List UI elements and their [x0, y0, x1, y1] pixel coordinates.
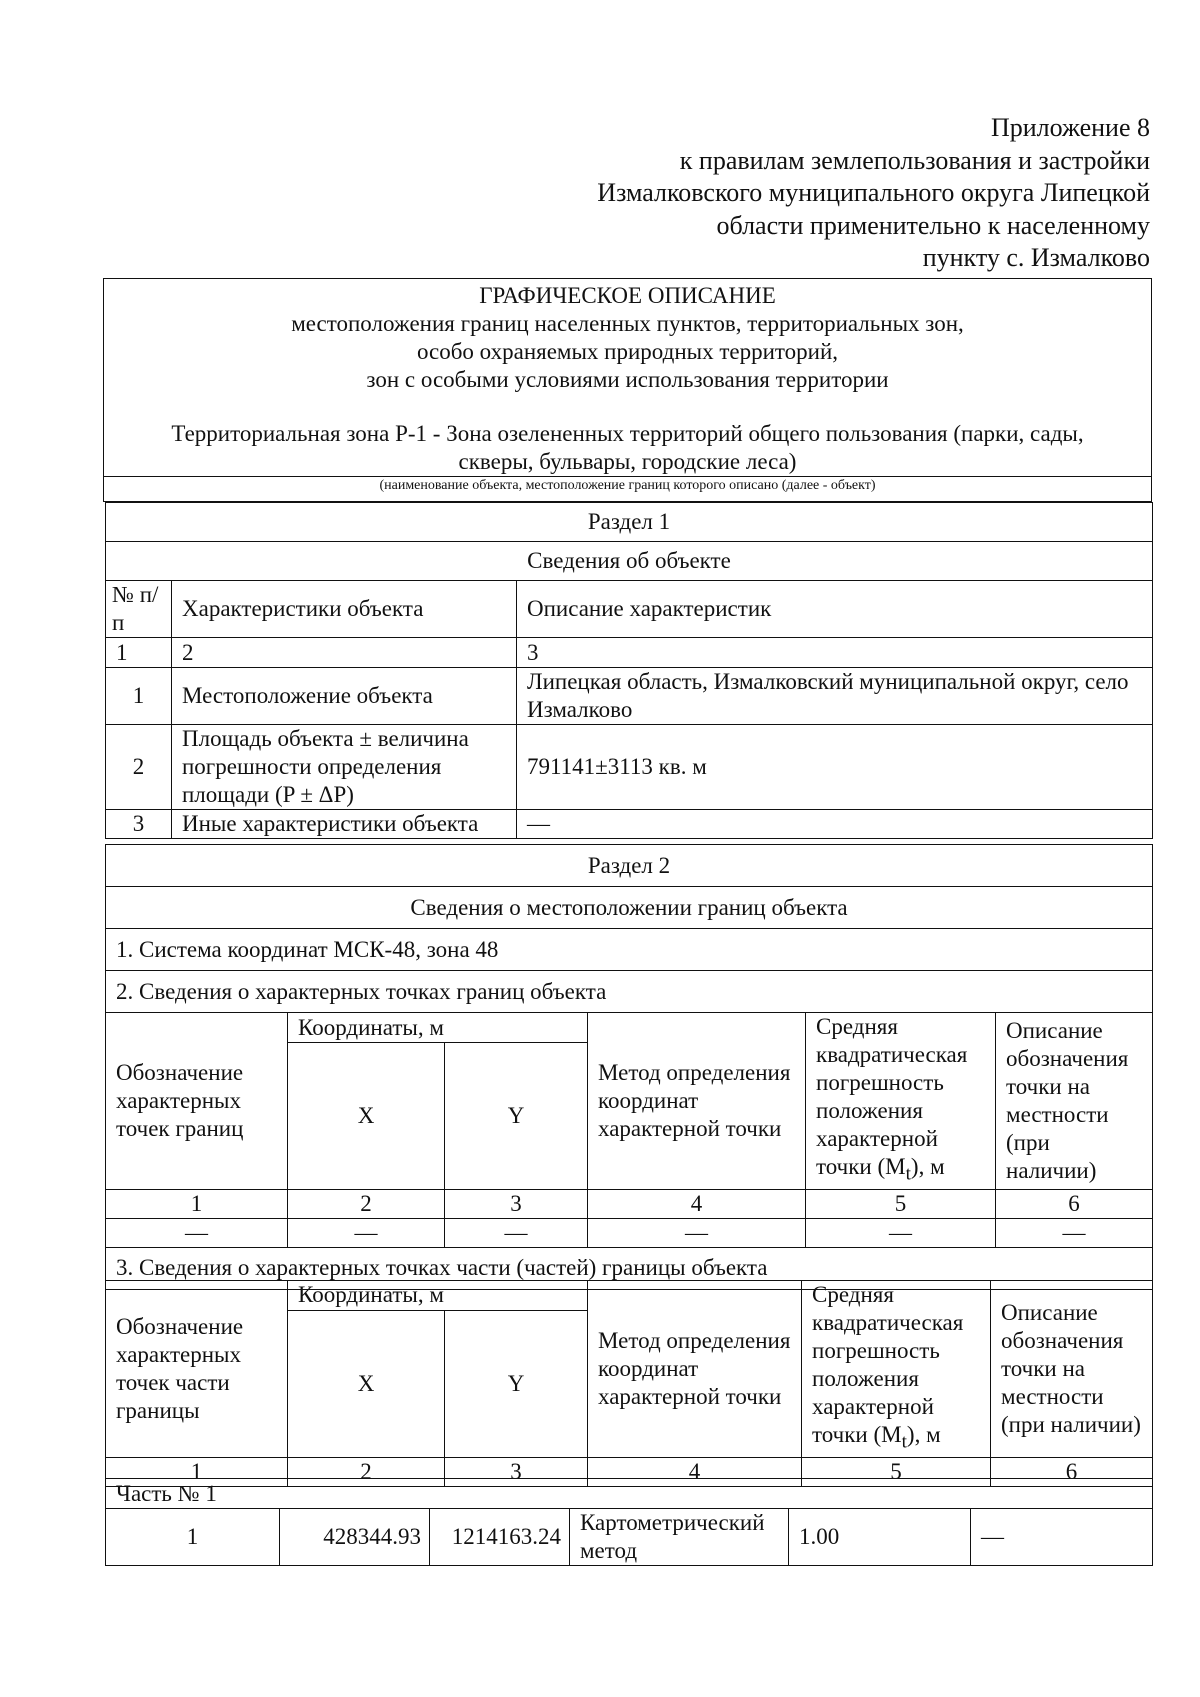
row-desc: Липецкая область, Измалковский муниципальной округ, село Измалково — [517, 668, 1153, 725]
row-num: 2 — [106, 725, 172, 810]
col-error-text: Средняя квадратическая погрешность положения характерной точки (M — [816, 1014, 968, 1179]
part-label: Часть № 1 — [106, 1479, 1153, 1509]
section2-heading-table — [105, 844, 1153, 1013]
points-title: 2. Сведения о характерных точках границ объекта — [106, 971, 1153, 1013]
appendix-line: области применительно к населенному — [716, 210, 1150, 240]
dash-cell: — — [445, 1218, 588, 1247]
index-cell: 3 — [445, 1457, 588, 1486]
points-table — [105, 1012, 1153, 1290]
col-error-sub: t — [901, 1431, 907, 1453]
index-cell: 4 — [588, 1457, 802, 1486]
col-error — [802, 1281, 991, 1458]
appendix-note — [597, 112, 1150, 275]
row-char: Иные характеристики объекта — [172, 810, 517, 839]
dash-cell: — — [288, 1218, 445, 1247]
section1-subtitle: Сведения об объекте — [106, 542, 1153, 581]
index-cell: 5 — [806, 1189, 996, 1218]
index-cell: 1 — [106, 1189, 288, 1218]
section1-title: Раздел 1 — [106, 503, 1153, 542]
index-cell: 3 — [517, 638, 1153, 668]
index-cell: 2 — [288, 1457, 445, 1486]
col-designation: Обозначение характерных точек границ — [106, 1013, 288, 1190]
point-error: 1.00 — [789, 1509, 971, 1566]
col-error — [806, 1013, 996, 1190]
col-num-header: № п/п — [106, 581, 172, 638]
parts-title: 3. Сведения о характерных точках части (частей) границы объекта — [106, 1247, 1153, 1289]
part-table — [105, 1478, 1153, 1566]
point-id: 1 — [106, 1509, 280, 1566]
col-x: X — [288, 1310, 445, 1457]
col-method: Метод определения координат характерной точки — [588, 1281, 802, 1458]
col-y: Y — [445, 1310, 588, 1457]
index-cell: 3 — [445, 1189, 588, 1218]
point-x: 428344.93 — [280, 1509, 430, 1566]
index-cell: 6 — [996, 1189, 1153, 1218]
dash-cell: — — [996, 1218, 1153, 1247]
col-desc-header: Описание характеристик — [517, 581, 1153, 638]
col-coords: Координаты, м — [288, 1281, 588, 1311]
index-cell: 2 — [172, 638, 517, 668]
row-desc: 791141±3113 кв. м — [517, 725, 1153, 810]
zone-name: Территориальная зона Р-1 - Зона озелененных территорий общего пользования (парки, сады, — [171, 421, 1084, 446]
col-error-text: Средняя квадратическая погрешность положения характерной точки (M — [812, 1282, 964, 1447]
row-desc: — — [517, 810, 1153, 839]
col-desc: Описание обозначения точки на местности (при наличии) — [991, 1281, 1153, 1458]
dash-cell: — — [806, 1218, 996, 1247]
row-num: 3 — [106, 810, 172, 839]
col-y: Y — [445, 1043, 588, 1189]
index-cell: 6 — [991, 1457, 1153, 1486]
header-divider — [103, 476, 1152, 477]
appendix-line: пункту с. Измалково — [922, 243, 1150, 272]
document-title: ГРАФИЧЕСКОЕ ОПИСАНИЕ — [479, 283, 776, 308]
col-designation-part: Обозначение характерных точек части границы — [106, 1281, 288, 1458]
document-subtitle: особо охраняемых природных территорий, — [416, 339, 839, 364]
row-char: Местоположение объекта — [172, 668, 517, 725]
section2-subtitle: Сведения о местоположении границ объекта — [106, 887, 1153, 929]
index-cell: 5 — [802, 1457, 991, 1486]
point-y: 1214163.24 — [430, 1509, 570, 1566]
appendix-line: Измалковского муниципального округа Липецкой — [597, 178, 1150, 207]
document-subtitle: местоположения границ населенных пунктов, территориальных зон, — [291, 311, 964, 336]
appendix-line: Приложение 8 — [990, 113, 1150, 142]
col-error-text: ), м — [906, 1422, 941, 1447]
object-caption: (наименование объекта, местоположение границ которого описано (далее - объект) — [379, 478, 876, 493]
dash-cell: — — [588, 1218, 806, 1247]
index-cell: 4 — [588, 1189, 806, 1218]
col-desc: Описание обозначения точки на местности (при наличии) — [996, 1013, 1153, 1190]
point-method: Картометрический метод — [570, 1509, 789, 1566]
col-char-header: Характеристики объекта — [172, 581, 517, 638]
index-cell: 2 — [288, 1189, 445, 1218]
zone-name: скверы, бульвары, городские леса) — [458, 449, 797, 474]
row-num: 1 — [106, 668, 172, 725]
col-error-text: ), м — [910, 1154, 945, 1179]
dash-cell: — — [106, 1218, 288, 1247]
index-cell: 1 — [106, 1457, 288, 1486]
col-coords: Координаты, м — [288, 1013, 588, 1043]
appendix-line: к правилам землепользования и застройки — [679, 145, 1150, 175]
col-method: Метод определения координат характерной точки — [588, 1013, 806, 1190]
col-x: X — [288, 1043, 445, 1189]
col-error-sub: t — [905, 1163, 911, 1185]
parts-table — [105, 1280, 1153, 1487]
index-cell: 1 — [106, 638, 172, 668]
section1-table — [105, 502, 1153, 839]
coord-system: 1. Система координат МСК-48, зона 48 — [106, 929, 1153, 971]
section2-title: Раздел 2 — [106, 845, 1153, 887]
document-subtitle: зон с особыми условиями использования территории — [366, 367, 889, 392]
point-desc: — — [971, 1509, 1153, 1566]
row-char: Площадь объекта ± величина погрешности определения площади (P ± ΔP) — [172, 725, 517, 810]
